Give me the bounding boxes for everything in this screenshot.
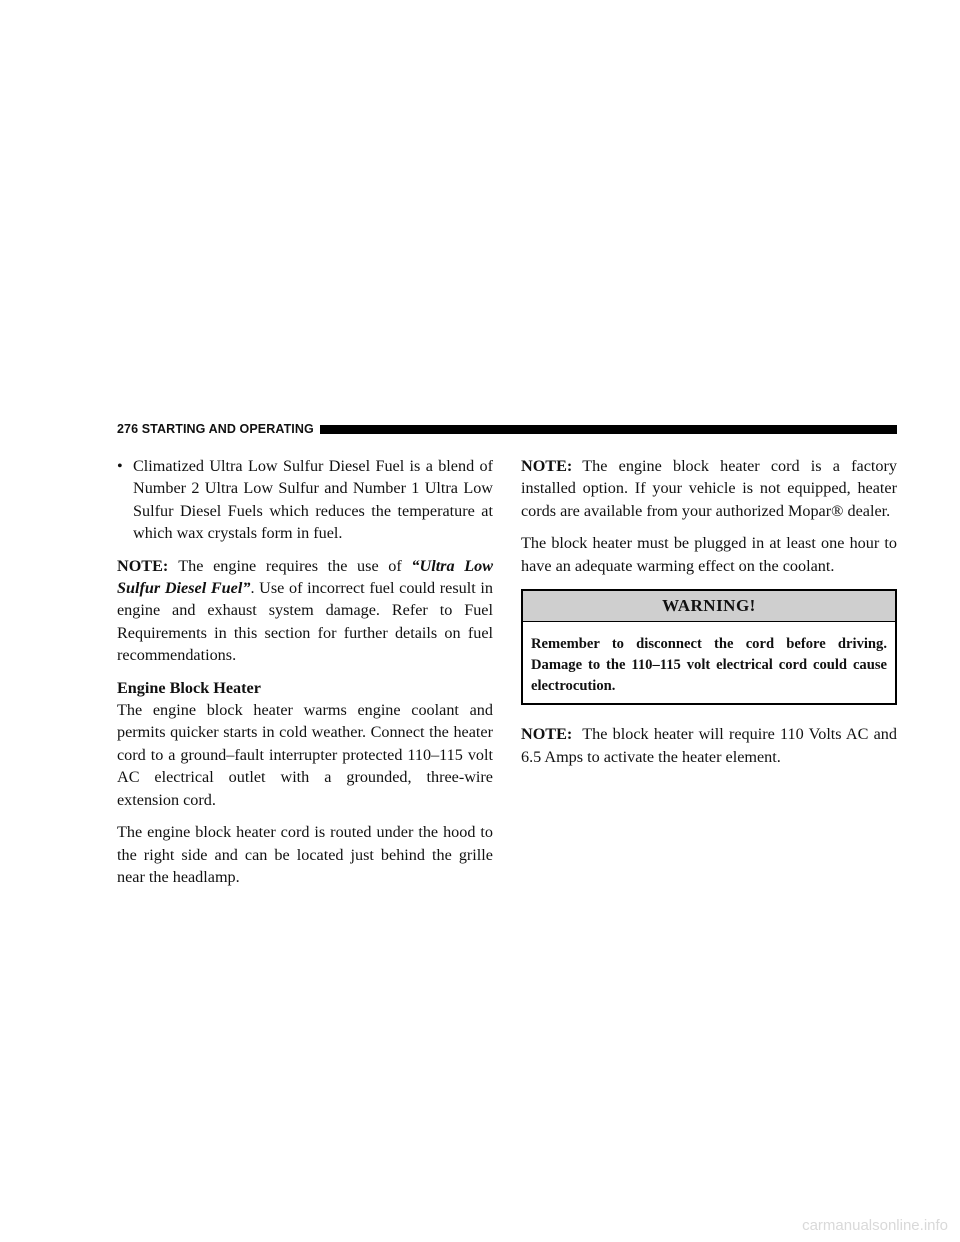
note-lead-text: The engine requires the use of bbox=[178, 556, 412, 575]
body-paragraph: The block heater must be plugged in at least one hour to have an adequate warming effect on the coolant. bbox=[521, 534, 897, 575]
warning-box bbox=[521, 589, 897, 705]
note-emphasis: “Ultra Low Sulfur Diesel Fuel” bbox=[117, 556, 493, 598]
bullet-icon: • bbox=[117, 457, 123, 475]
note-paragraph bbox=[521, 455, 897, 522]
right-column bbox=[521, 455, 897, 778]
note-paragraph bbox=[117, 555, 493, 667]
body-paragraph: The engine block heater cord is routed under the hood to the right side and can be located just behind the grille near the headlamp. bbox=[117, 823, 493, 886]
bullet-text: Climatized Ultra Low Sulfur Diesel Fuel is a blend of Number 2 Ultra Low Sulfur and Number 1 Ultra Low Sulfur Diesel Fuels which reduces the temperature at which wax crystals form in fuel. bbox=[133, 457, 493, 543]
warning-title: WARNING! bbox=[523, 591, 895, 622]
note-text: The engine block heater cord is a factory installed option. If your vehicle is not equipped, heater cords are available from your authorized Mopar® dealer. bbox=[521, 457, 897, 520]
watermark: carmanualsonline.info bbox=[802, 1217, 948, 1234]
left-column bbox=[117, 455, 493, 898]
bullet-item bbox=[117, 455, 493, 545]
note-paragraph bbox=[521, 723, 897, 768]
header-rule bbox=[320, 425, 897, 434]
note-label: NOTE: bbox=[521, 457, 573, 475]
note-text: The block heater will require 110 Volts AC and 6.5 Amps to activate the heater element. bbox=[521, 725, 897, 766]
page-header bbox=[117, 420, 897, 438]
section-heading: Engine Block Heater bbox=[117, 678, 261, 697]
body-paragraph: The engine block heater warms engine coolant and permits quicker starts in cold weather. Connect the heater cord to a ground–fault interrupter protected 110–115 volt AC electrical outlet with a grounded, three-wire extension cord. bbox=[117, 701, 493, 809]
warning-body: Remember to disconnect the cord before driving. Damage to the 110–115 volt electrical cord could cause electrocution. bbox=[531, 636, 887, 695]
note-label: NOTE: bbox=[117, 556, 169, 575]
note-rest-text: . Use of incorrect fuel could result in engine and exhaust system damage. Refer to Fuel Requirements in this section for further details on fuel recommendations. bbox=[117, 579, 493, 665]
page-number-and-section: 276 STARTING AND OPERATING bbox=[117, 422, 314, 436]
note-label: NOTE: bbox=[521, 725, 573, 744]
